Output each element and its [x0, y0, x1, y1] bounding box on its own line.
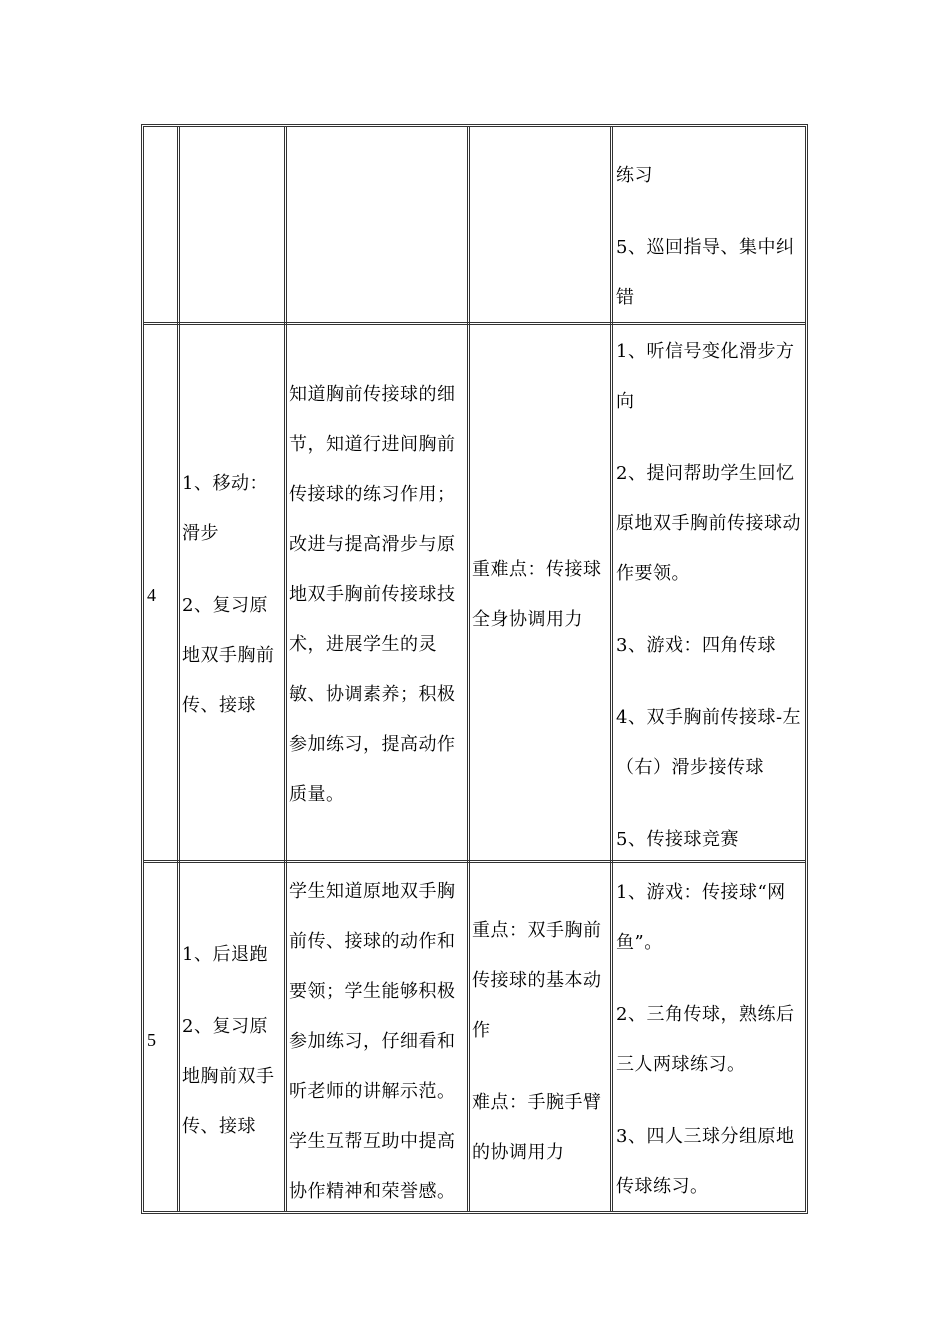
key-point: 重点：双手胸前传接球的基本动作 [472, 920, 602, 1041]
column-divider [467, 127, 470, 1211]
method-item: 1、游戏：传接球“网鱼”。 [616, 882, 786, 953]
method-item: 练习 [616, 165, 653, 186]
method-item: 3、四人三球分组原地传球练习。 [616, 1126, 795, 1197]
method-item: 5、巡回指导、集中纠错 [616, 237, 795, 308]
lesson-plan-table [141, 124, 808, 1214]
content-cell [182, 459, 280, 731]
content-item: 1、后退跑 [182, 944, 268, 965]
key-points-cell [472, 545, 610, 645]
column-divider [177, 127, 180, 1211]
method-item: 5、传接球竞赛 [616, 829, 739, 850]
content-item: 2、复习原地胸前双手传、接球 [182, 1016, 275, 1137]
method-item: 3、游戏：四角传球 [616, 635, 776, 656]
methods-cell [616, 151, 806, 323]
lesson-number: 4 [147, 585, 157, 605]
lesson-number: 5 [147, 1030, 157, 1050]
method-item: 4、双手胸前传接球-左（右）滑步接传球 [616, 707, 802, 778]
key-point: 难点：手腕手臂的协调用力 [472, 1092, 602, 1163]
methods-cell [616, 868, 808, 1212]
objective-cell: 知道胸前传接球的细节，知道行进间胸前传接球的练习作用；改进与提高滑步与原地双手胸前传接球技术，进展学生的灵敏、协调素养；积极参加练习，提高动作质量。 [289, 384, 456, 805]
content-item: 1、移动：滑步 [182, 473, 268, 544]
content-item: 2、复习原地双手胸前传、接球 [182, 595, 275, 716]
key-point: 重难点：传接球全身协调用力 [472, 559, 602, 630]
key-points-cell [472, 906, 610, 1178]
objective-cell: 学生知道原地双手胸前传、接球的动作和要领；学生能够积极参加练习，仔细看和听老师的讲解示范。学生互帮互助中提高协作精神和荣誉感。 [289, 881, 456, 1202]
column-divider [284, 127, 287, 1211]
method-item: 2、提问帮助学生回忆原地双手胸前传接球动作要领。 [616, 463, 801, 584]
column-divider [610, 127, 613, 1211]
method-item: 2、三角传球，熟练后三人两球练习。 [616, 1004, 795, 1075]
methods-cell [616, 327, 808, 865]
content-cell [182, 930, 280, 1152]
method-item: 1、听信号变化滑步方向 [616, 341, 795, 412]
